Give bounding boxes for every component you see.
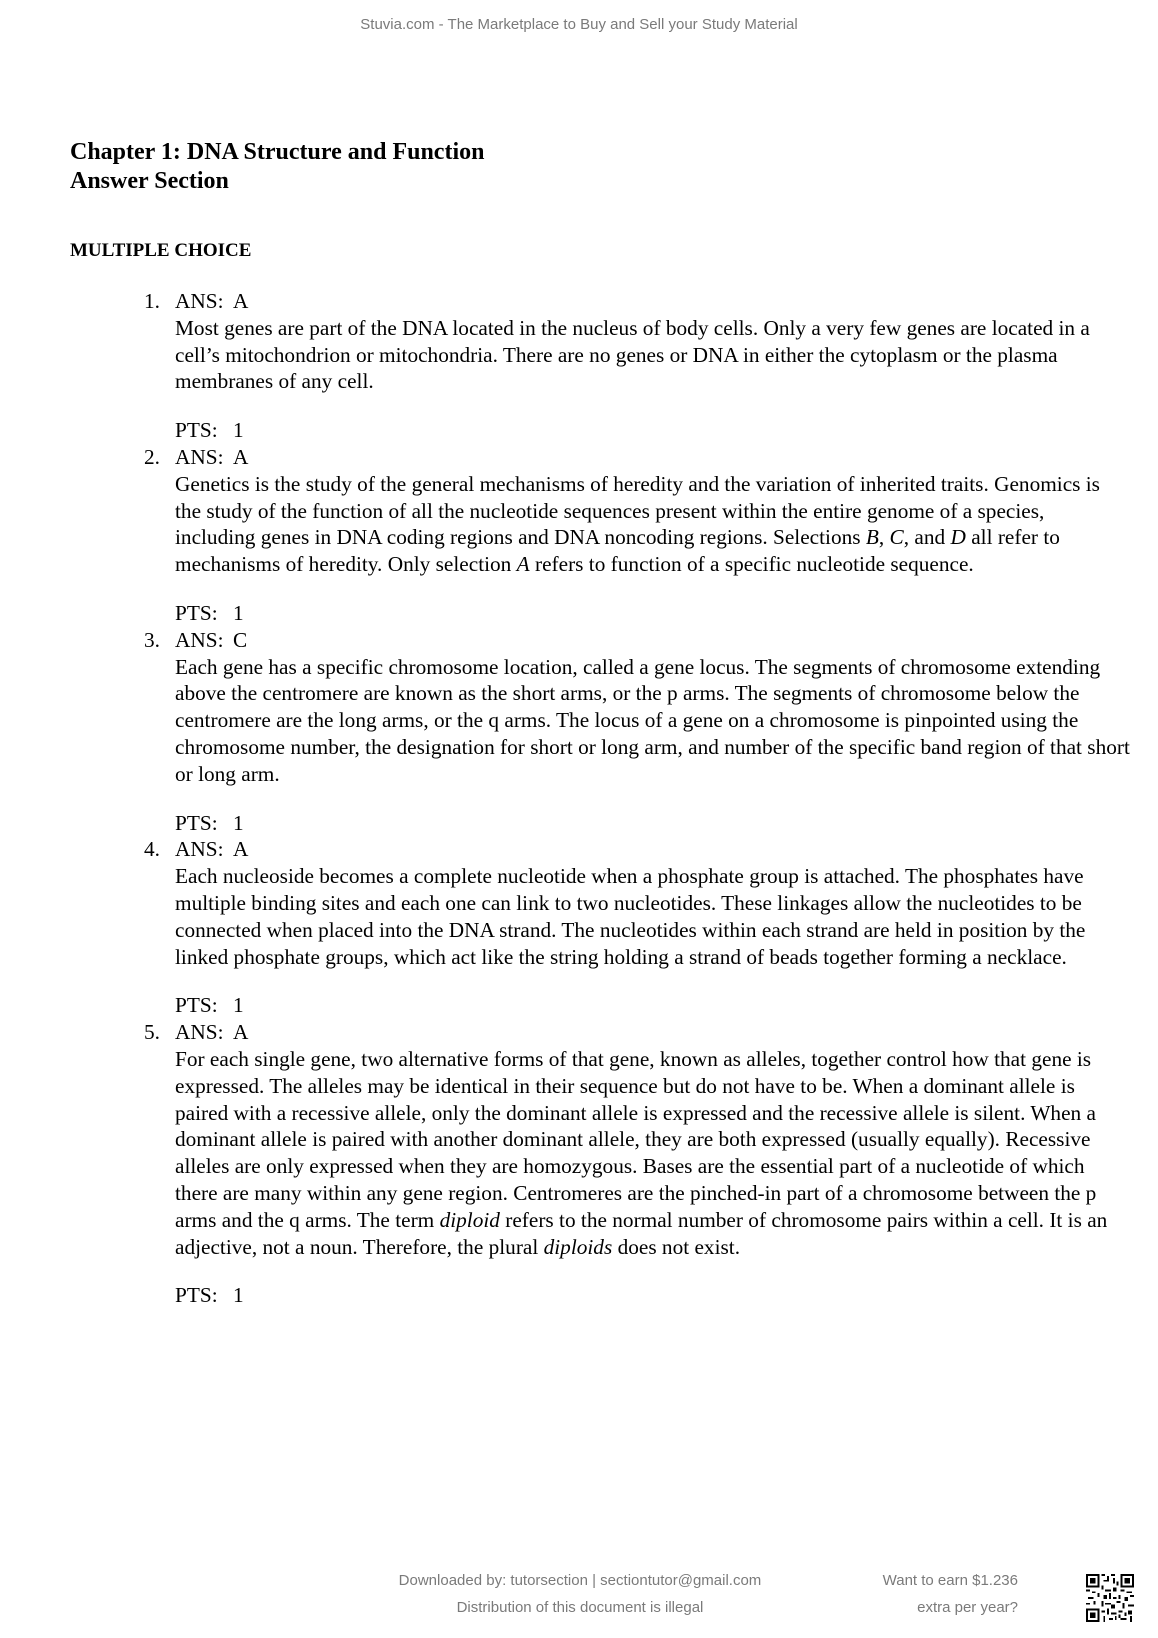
answer-list <box>70 288 1130 1309</box>
italic-option: A <box>516 552 530 577</box>
points-value: 1 <box>233 1283 244 1308</box>
answer-value: C <box>233 627 248 652</box>
points-value: 1 <box>233 810 244 835</box>
answer-line <box>175 1019 1130 1046</box>
answer-value: A <box>233 1020 249 1045</box>
ans-label: ANS: <box>175 1020 224 1045</box>
explanation-text: refers to function of a specific nucleotide sequence. <box>529 552 974 577</box>
explanation-text: refers to the normal number of chromosome pairs within a cell. It is an adjective, not a noun. Therefore, the plural <box>175 1207 1108 1259</box>
earn-line-2: extra per year? <box>917 1599 1018 1616</box>
question-number: 2. <box>144 444 160 469</box>
answer-value: A <box>233 444 249 469</box>
answer-item-2 <box>70 444 1130 627</box>
explanation: Each nucleoside becomes a complete nucleotide when a phosphate group is attached. The phosphates have multiple binding sites and each one can link to two nucleotides. These linkages allow the nucleotides to be connected when placed into the DNA strand. The nucleotides within each strand are held in position by the linked phosphate groups, which act like the string holding a strand of beads together forming a necklace. <box>175 864 1086 969</box>
italic-term: diploids <box>543 1234 613 1259</box>
explanation-text: all refer to mechanisms of heredity. Only selection <box>175 525 1060 577</box>
ans-label: ANS: <box>175 627 224 652</box>
explanation-text: , <box>878 525 890 550</box>
question-number: 5. <box>144 1020 160 1045</box>
points-line <box>175 810 1130 837</box>
answer-item-3 <box>70 627 1130 837</box>
earn-promo[interactable] <box>883 1567 1018 1621</box>
earn-line-1: Want to earn $1.236 <box>882 1572 1018 1589</box>
explanation <box>175 471 1130 578</box>
ans-label: ANS: <box>175 444 224 469</box>
pts-label: PTS: <box>175 600 218 625</box>
italic-option: D <box>950 525 966 550</box>
points-value: 1 <box>233 600 244 625</box>
ans-label: ANS: <box>175 289 224 313</box>
italic-term: diploid <box>439 1207 500 1232</box>
pts-label: PTS: <box>175 1283 218 1308</box>
section-heading: MULTIPLE CHOICE <box>70 240 252 261</box>
points-value: 1 <box>233 418 244 443</box>
explanation <box>175 1046 1130 1260</box>
answer-value: A <box>233 837 249 862</box>
stuvia-watermark: Stuvia.com - The Marketplace to Buy and Sell your Study Material <box>360 16 798 33</box>
chapter-title: Chapter 1: DNA Structure and Function <box>70 139 485 165</box>
explanation-text: For each single gene, two alternative forms of that gene, known as alleles, together control how that gene is expressed. The alleles may be identical in their sequence but do not have to be. When a dominant allele is paired with a recessive allele, only the dominant allele is expressed and the recessive allele is silent. When a dominant allele is paired with another dominant allele, they are both expressed (usually equally). Recessive alleles are only expressed when they are homozygous. Bases are the essential part of a nucleotide of which there are many within any gene region. Centromeres are the pinched-in part of a chromosome between the p arms and the q arms. The term <box>175 1046 1097 1232</box>
points-line <box>175 600 1130 627</box>
answer-item-1 <box>70 288 1130 444</box>
downloaded-by: Downloaded by: tutorsection | sectiontutor@gmail.com <box>398 1572 762 1589</box>
distribution-notice: Distribution of this document is illegal <box>456 1599 704 1616</box>
italic-option: B <box>865 525 879 550</box>
qr-code-icon[interactable] <box>1086 1574 1134 1622</box>
explanation: Each gene has a specific chromosome location, called a gene locus. The segments of chromosome extending above the centromere are known as the short arms, or the p arms. The segments of chromosome below the centromere are the long arms, or the q arms. The locus of a gene on a chromosome is pinpointed using the chromosome number, the designation for short or long arm, and number of the specific band region of that short or long arm. <box>175 654 1130 786</box>
question-number: 4. <box>144 837 160 862</box>
explanation-text: does not exist. <box>612 1234 741 1259</box>
points-line <box>175 992 1130 1019</box>
answer-line <box>175 444 1130 471</box>
ans-label: ANS: <box>175 837 224 862</box>
pts-label: PTS: <box>175 810 218 835</box>
points-line <box>175 417 1130 444</box>
points-value: 1 <box>233 993 244 1018</box>
answer-section-title: Answer Section <box>70 168 229 194</box>
question-number: 1. <box>144 289 160 313</box>
pts-label: PTS: <box>175 418 218 443</box>
question-number: 3. <box>144 627 160 652</box>
answer-line <box>175 836 1130 863</box>
answer-item-4 <box>70 836 1130 1019</box>
explanation: Most genes are part of the DNA located in the nucleus of body cells. Only a very few genes are located in a cell’s mitochondrion or mitochondria. There are no genes or DNA in either the cytoplasm or the plasma membranes of any cell. <box>175 315 1090 394</box>
explanation-text: , and <box>903 525 951 550</box>
footer-download-info <box>380 1567 780 1621</box>
document-title <box>70 138 484 196</box>
answer-line <box>175 627 1130 654</box>
answer-line <box>175 288 1130 315</box>
answer-item-5 <box>70 1019 1130 1309</box>
italic-option: C <box>889 525 904 550</box>
explanation-text: Genetics is the study of the general mechanisms of heredity and the variation of inherited traits. Genomics is the study of the function of all the nucleotide sequences present within the entire genome of a species, including genes in DNA coding regions and DNA noncoding regions. Selections <box>175 471 1100 550</box>
points-line <box>175 1282 1130 1309</box>
pts-label: PTS: <box>175 993 218 1018</box>
answer-value: A <box>233 289 249 313</box>
